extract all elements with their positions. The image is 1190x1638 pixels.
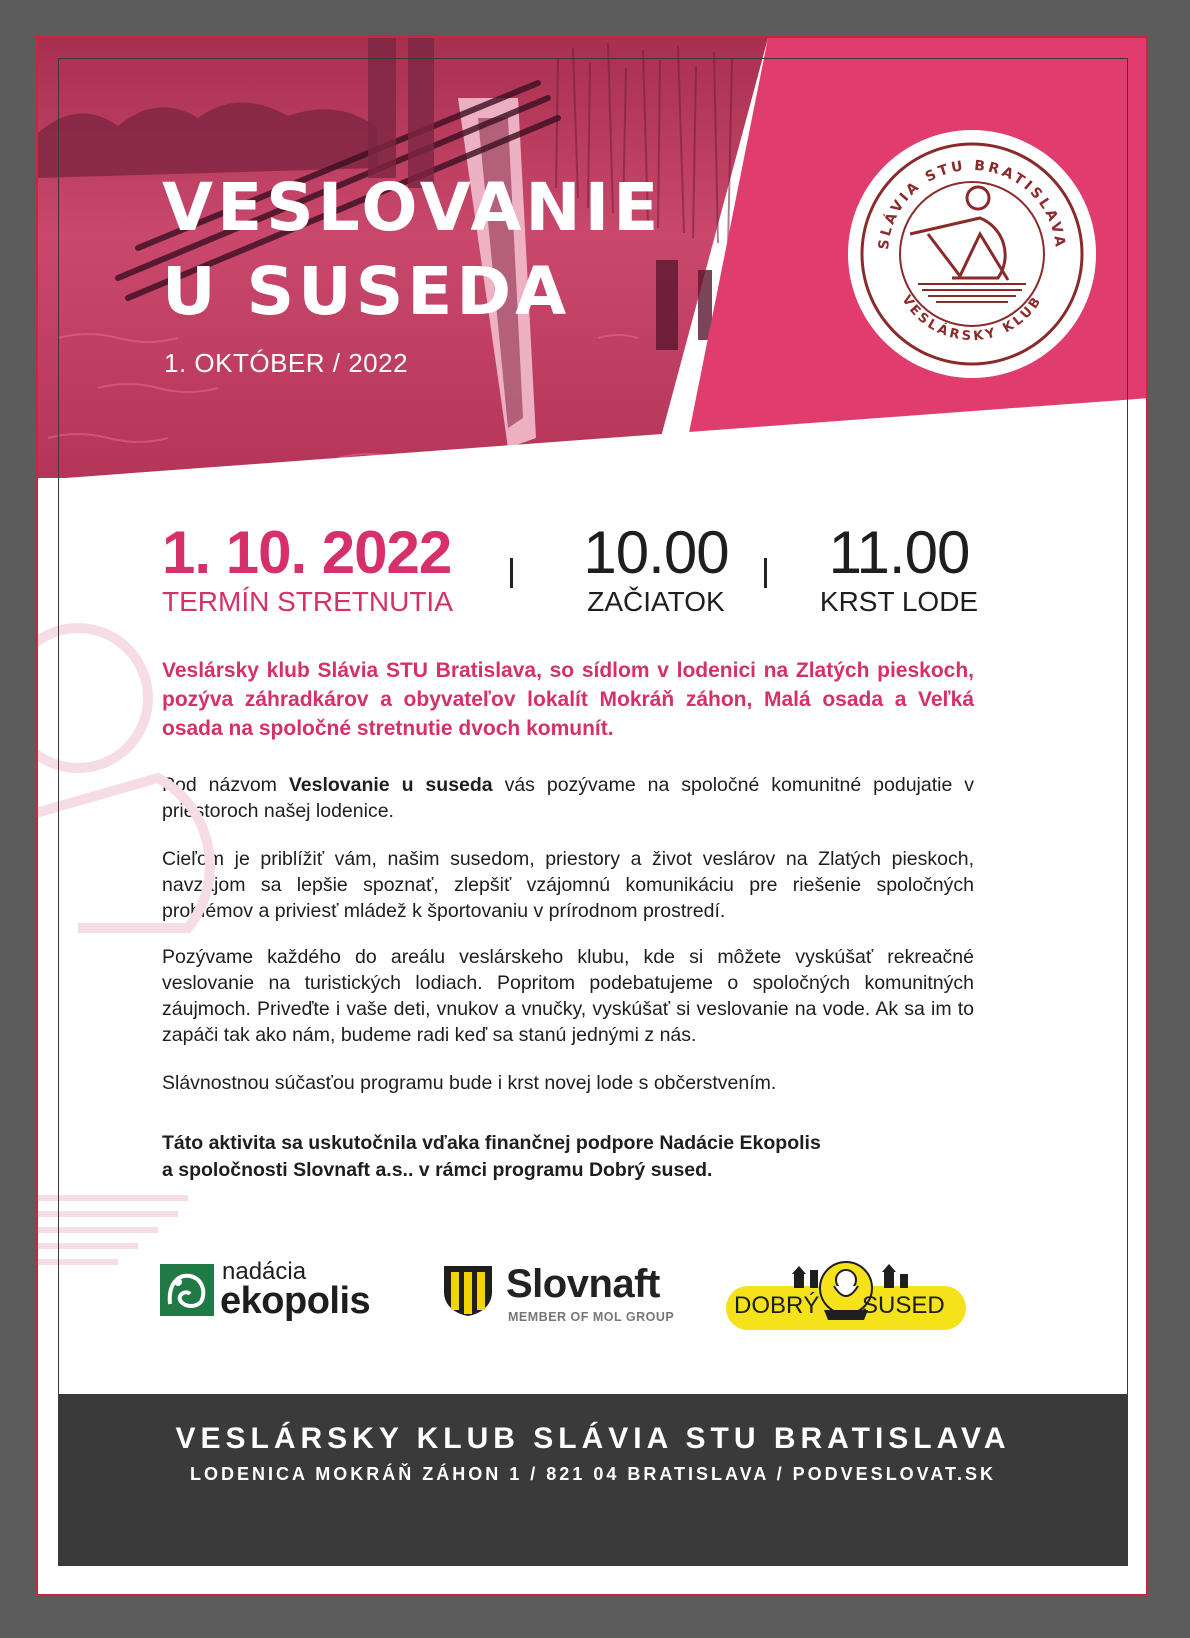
- dobry-text: DOBRÝ: [734, 1292, 820, 1319]
- event-title: [162, 166, 662, 334]
- paragraph-christening: Slávnostnou súčasťou programu bude i krst novej lode s občerstvením.: [162, 1072, 777, 1094]
- watermark-icon: [38, 598, 238, 1318]
- svg-text:SLÁVIA STU BRATISLAVA: [876, 158, 1068, 251]
- p1-text: Pod názvom: [162, 774, 289, 796]
- meeting-date-value: 1. 10. 2022: [162, 519, 452, 586]
- logo-bottom-text: VESLÁRSKY KLUB: [898, 292, 1046, 345]
- ekopolis-small-text: nadácia: [222, 1258, 307, 1285]
- dobry-sused-logo: [724, 1254, 968, 1334]
- event-title-line2: U SUSEDA: [162, 253, 571, 330]
- poster: [36, 36, 1148, 1596]
- christening-time-label: KRST LODE: [819, 586, 979, 617]
- ekopolis-logo: [160, 1258, 400, 1328]
- event-title-line1: VESLOVANIE: [162, 169, 663, 246]
- stat-start-time: [566, 520, 746, 618]
- p1-text: vás pozývame na spoločné komunitné podujatie v priestoroch našej lodenice.: [162, 774, 975, 822]
- slovnaft-logo: [442, 1260, 682, 1330]
- event-subtitle: 1. OKTÓBER / 2022: [164, 348, 409, 378]
- club-logo: [848, 130, 1096, 378]
- thanks-line2: a spoločnosti Slovnaft a.s.. v rámci programu Dobrý sused.: [162, 1159, 713, 1181]
- start-time-label: ZAČIATOK: [587, 586, 725, 617]
- stat-separator: [510, 558, 513, 588]
- thanks-line1: Táto aktivita sa uskutočnila vďaka finančnej podpore Nadácie Ekopolis: [162, 1132, 821, 1154]
- slovnaft-name: Slovnaft: [506, 1262, 660, 1306]
- paragraph-event-name: [162, 772, 974, 824]
- stat-christening-time: [814, 520, 984, 618]
- stat-meeting-date: [162, 520, 453, 618]
- footer-address: LODENICA MOKRÁŇ ZÁHON 1 / 821 04 BRATISLAVA / PODVESLOVAT.SK: [189, 1464, 997, 1484]
- sused-text: SUSED: [862, 1292, 945, 1319]
- footer: [58, 1394, 1128, 1566]
- ekopolis-emblem-icon: [160, 1264, 214, 1316]
- slovnaft-subtitle: MEMBER OF MOL GROUP: [508, 1310, 675, 1324]
- sponsor-acknowledgement: [162, 1130, 974, 1184]
- footer-club-name: VESLÁRSKY KLUB SLÁVIA STU BRATISLAVA: [175, 1422, 1011, 1455]
- svg-text:VESLÁRSKY KLUB: [898, 293, 1045, 345]
- p1-event-name: Veslovanie u suseda: [288, 774, 493, 796]
- meeting-date-label: TERMÍN STRETNUTIA: [162, 586, 453, 617]
- christening-time-value: 11.00: [828, 519, 970, 586]
- slovnaft-shield-icon: [442, 1262, 494, 1318]
- ekopolis-big-text: ekopolis: [220, 1280, 371, 1322]
- paragraph-invitation: Pozývame každého do areálu veslárskeho klubu, kde si môžete vyskúšať rekreačné veslovanie na turistických lodiach. Popritom podebatujeme o spoločných komunitných záujmoch. Priveďte i vaše deti, vnukov a vnučky, vyskúšať si veslovanie na vode. Ak sa im to zapáči tak ako nám, budeme radi keď sa stanú jednými z nás.: [162, 946, 974, 1046]
- intro-paragraph: Veslársky klub Slávia STU Bratislava, so sídlom v lodenici na Zlatých pieskoch, pozýva záhradkárov a obyvateľov lokalít Mokráň záhon, Malá osada a Veľká osada na spoločné stretnutie dvoch komunít.: [162, 659, 974, 740]
- hero-banner: [38, 38, 1148, 508]
- paragraph-goal: Cieľom je priblížiť vám, našim susedom, priestory a život veslárov na Zlatých pieskoch, navzájom sa lepšie spoznať, zlepšiť vzájomnú komunikáciu pre riešenie spoločných problémov a priviesť mládež k športovaniu v prírodnom prostredí.: [162, 848, 974, 922]
- stat-separator: [764, 558, 767, 588]
- start-time-value: 10.00: [583, 519, 729, 586]
- rower-icon: [848, 130, 1096, 378]
- logo-top-text: SLÁVIA STU BRATISLAVA: [875, 157, 1069, 251]
